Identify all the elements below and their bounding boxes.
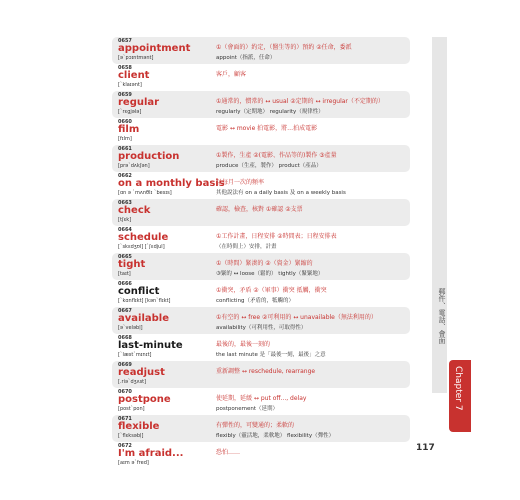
entry-definition: 確認，檢查，核對 ①確認 ②支票 — [216, 206, 303, 213]
entry-number: 0672 — [118, 443, 132, 449]
entry-related: produce（生產，製作） product（產品） — [216, 163, 322, 169]
entry-related: availability（可利用性，可取得性） — [216, 325, 307, 331]
entry-number: 0667 — [118, 308, 132, 314]
entry-word: film — [118, 124, 140, 135]
entry-row — [112, 37, 410, 64]
entry-related: （在時間上）安排，計畫 — [216, 244, 277, 250]
entry-row — [112, 388, 410, 415]
entry-related: the last minute 是「最後一刻，最後」之意 — [216, 352, 326, 358]
entry-ipa: [`rɛgjələ] — [118, 109, 142, 115]
page-number: 117 — [416, 443, 435, 453]
entry-ipa: [`skɛdʒʊl] [`ʃɛdjul] — [118, 244, 165, 250]
entry-row — [112, 199, 410, 226]
entry-word: postpone — [118, 394, 171, 405]
entry-number: 0657 — [118, 38, 132, 44]
entry-row — [112, 64, 410, 91]
entry-ipa: [ə`veləbḷ] — [118, 325, 143, 331]
entry-number: 0660 — [118, 119, 132, 125]
entry-row — [112, 226, 410, 253]
entry-word: available — [118, 313, 169, 324]
entry-number: 0662 — [118, 173, 132, 179]
entry-row — [112, 334, 410, 361]
entry-definition: 使延期，延緩 ↔ put off..., delay — [216, 395, 307, 402]
entry-ipa: [`klaɪənt] — [118, 82, 142, 88]
entry-related: flexibly（靈活地，柔軟地） flexibility（彈性） — [216, 433, 335, 439]
entry-number: 0669 — [118, 362, 132, 368]
entry-definition: ①有空的 ↔ free ②可利用的 ↔ unavailable（無法利用的） — [216, 314, 377, 321]
entry-ipa: [`kɑnflɪkt] [kən`flɪkt] — [118, 298, 171, 304]
entry-word: I'm afraid... — [118, 448, 184, 459]
entry-number: 0671 — [118, 416, 132, 422]
entry-word: check — [118, 205, 151, 216]
chapter-label: Chapter 7 — [453, 366, 463, 411]
entry-row — [112, 91, 410, 118]
entry-number: 0658 — [118, 65, 132, 71]
entry-ipa: [`flɛksəbḷ] — [118, 433, 144, 439]
entry-word: schedule — [118, 232, 169, 243]
section-label: 郵件、電話、會面 — [438, 288, 446, 344]
entry-ipa: [`læst`mɪnɪt] — [118, 352, 152, 358]
entry-definition: ①工作計畫，日程安排 ②時間表；日程安排表 — [216, 233, 337, 240]
entry-definition: 客戶，顧客 — [216, 71, 247, 78]
entry-ipa: [.riə`dʒʌst] — [118, 379, 147, 385]
entry-row — [112, 118, 410, 145]
entry-related: ③緊的 ↔ loose（鬆的） tightly（緊緊地） — [216, 271, 324, 277]
vocab-list — [112, 37, 410, 469]
entry-ipa: [post`pon] — [118, 406, 145, 412]
entry-related: regularly（定期地） regularity（規律性） — [216, 109, 324, 115]
entry-definition: ①製作，生產 ②(電影、作品等的)製作 ③產量 — [216, 152, 337, 159]
entry-word: production — [118, 151, 180, 162]
entry-row — [112, 415, 410, 442]
entry-word: appointment — [118, 43, 191, 54]
entry-number: 0666 — [118, 281, 132, 287]
entry-word: client — [118, 70, 150, 81]
entry-related: conflicting（矛盾的，牴觸的） — [216, 298, 295, 304]
entry-number: 0670 — [118, 389, 132, 395]
entry-word: flexible — [118, 421, 160, 432]
entry-ipa: [ə`pɔɪntmənt] — [118, 55, 154, 61]
entry-word: readjust — [118, 367, 165, 378]
entry-ipa: [ɑn ə `mʌnθlɪ `besɪs] — [118, 190, 172, 196]
entry-definition: 有彈性的，可變通的；柔軟的 — [216, 422, 295, 429]
entry-definition: 恐怕…… — [216, 449, 241, 456]
entry-row — [112, 361, 410, 388]
entry-word: last-minute — [118, 340, 183, 351]
entry-related: 其他說法有 on a daily basis 及 on a weekly basis — [216, 190, 346, 196]
entry-number: 0664 — [118, 227, 132, 233]
entry-definition: ①（時間）緊湊的 ②（資金）緊縮的 — [216, 260, 313, 267]
entry-number: 0668 — [118, 335, 132, 341]
entry-ipa: [fɪlm] — [118, 136, 132, 142]
entry-definition: 電影 ↔ movie 拍電影，將…拍成電影 — [216, 125, 318, 132]
entry-word: conflict — [118, 286, 160, 297]
entry-number: 0659 — [118, 92, 132, 98]
entry-word: on a monthly basis — [118, 178, 225, 189]
entry-row — [112, 307, 410, 334]
entry-ipa: [prə`dʌkʃən] — [118, 163, 150, 169]
entry-ipa: [aɪm ə`fred] — [118, 460, 149, 466]
entry-row — [112, 172, 410, 199]
entry-ipa: [taɪt] — [118, 271, 131, 277]
entry-row — [112, 253, 410, 280]
entry-ipa: [tʃɛk] — [118, 217, 132, 223]
entry-definition: ①衝突，矛盾 ②（軍事）衝突 抵觸，衝突 — [216, 287, 327, 294]
entry-definition: ①（會面的）約定，（醫生等的）預約 ②任命，委派 — [216, 44, 352, 51]
entry-definition: 以每月一次的頻率 — [216, 179, 265, 186]
entry-word: tight — [118, 259, 146, 270]
entry-row — [112, 280, 410, 307]
entry-number: 0663 — [118, 200, 132, 206]
entry-definition: 最後的，最後一刻的 — [216, 341, 271, 348]
entry-related: postponement（延期） — [216, 406, 278, 412]
entry-definition: 重新調整 ↔ reschedule, rearrange — [216, 368, 316, 375]
entry-definition: ①通常的，慣常的 ↔ usual ②定期的 ↔ irregular（不定期的） — [216, 98, 384, 105]
entry-row — [112, 442, 410, 469]
entry-number: 0661 — [118, 146, 132, 152]
entry-related: appoint（指派，任命） — [216, 55, 276, 61]
entry-word: regular — [118, 97, 160, 108]
entry-number: 0665 — [118, 254, 132, 260]
entry-row — [112, 145, 410, 172]
